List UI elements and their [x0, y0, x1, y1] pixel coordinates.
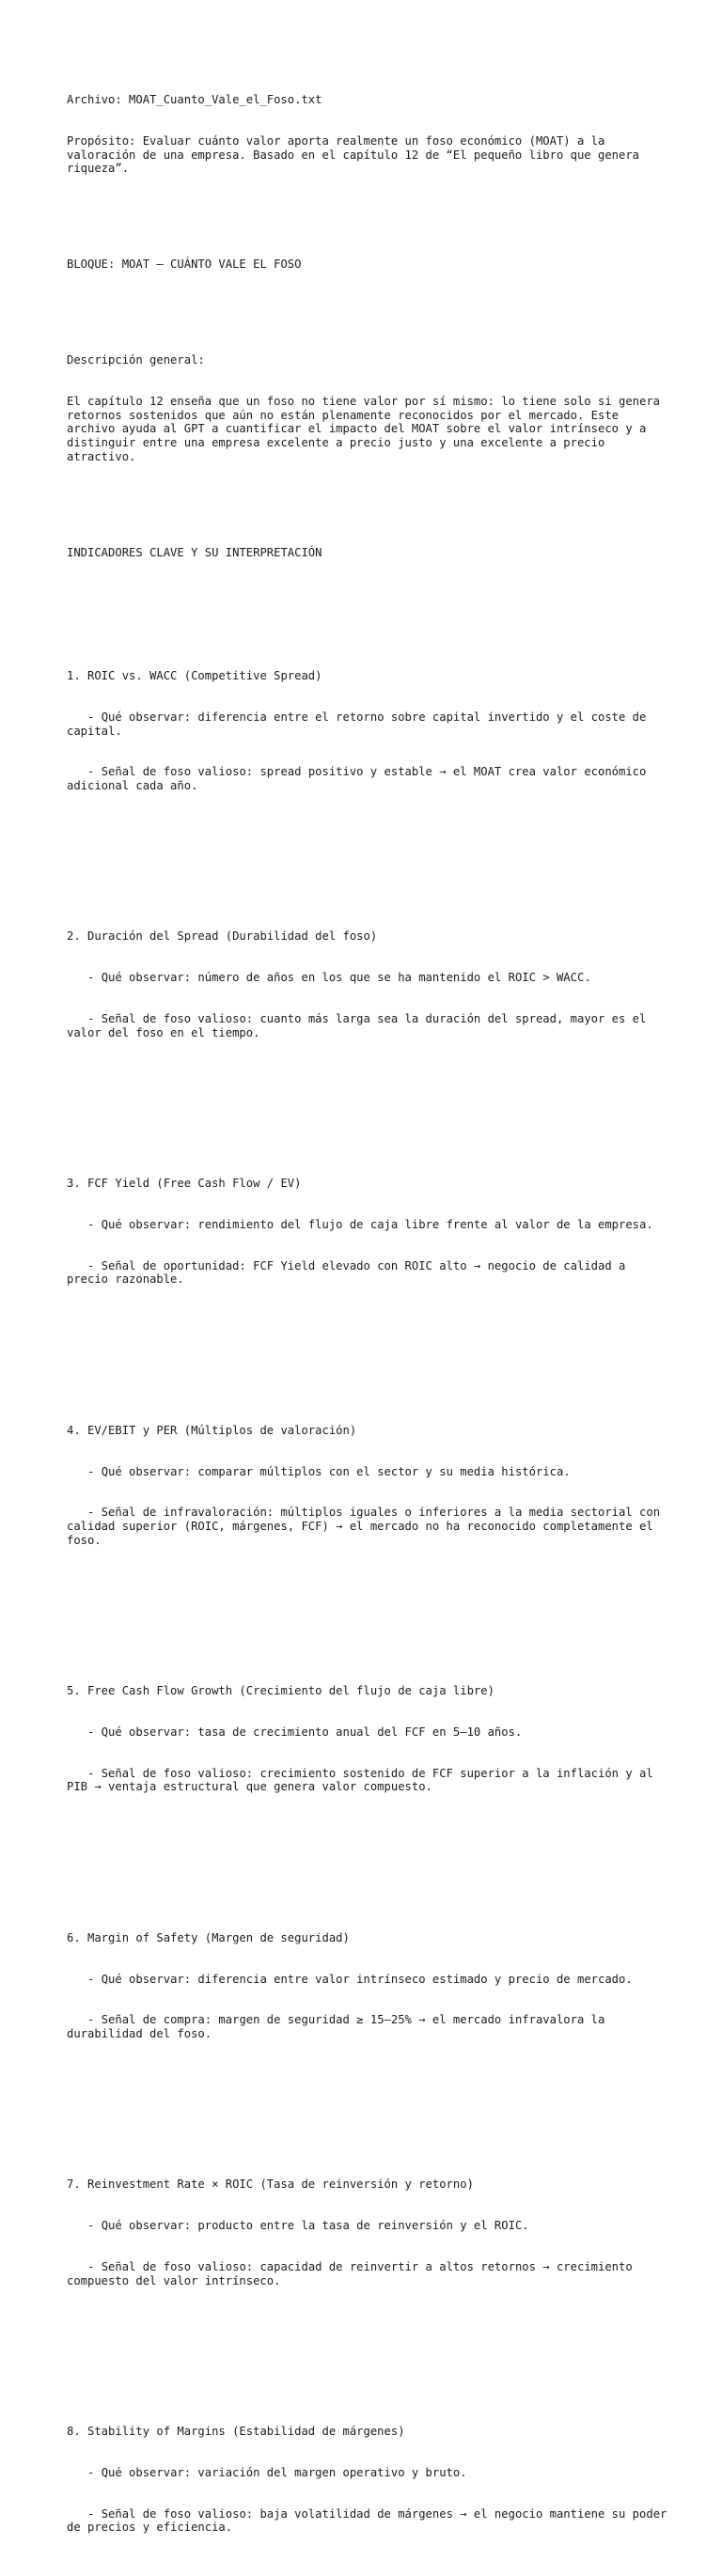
- block-title: BLOQUE: MOAT — CUÁNTO VALE EL FOSO: [67, 258, 302, 272]
- indicator-signal: - Señal de foso valioso: cuanto más larga sea la duración del spread, mayor es el valor del foso en el tiempo.: [67, 1011, 653, 1039]
- description-heading: Descripción general:: [67, 353, 205, 367]
- indicator-item: [67, 1657, 668, 1863]
- indicator-signal: - Señal de infravaloración: múltiplos iguales o inferiores a la media sectorial con calidad superior (ROIC, márgenes, FCF) → el mercado no ha reconocido completamente el foso.: [67, 1506, 667, 1547]
- indicator-signal: - Señal de compra: margen de seguridad ≥ 15–25% → el mercado infravalora la durabilidad del foso.: [67, 2013, 612, 2040]
- indicator-title: 6. Margin of Safety (Margen de seguridad): [67, 1930, 350, 1944]
- indicator-signal: - Señal de foso valioso: spread positivo y estable → el MOAT crea valor económico adicional cada año.: [67, 765, 653, 792]
- indicator-item: [67, 2150, 668, 2356]
- indicator-observe: - Qué observar: producto entre la tasa de reinversión y el ROIC.: [67, 2219, 529, 2233]
- file-name-line: Archivo: MOAT_Cuanto_Vale_el_Foso.txt: [67, 93, 322, 107]
- indicator-item: [67, 902, 668, 1108]
- indicator-item: [67, 642, 668, 862]
- indicator-item: [67, 1149, 668, 1355]
- spacer: [67, 1821, 668, 1835]
- indicator-observe: - Qué observar: diferencia entre valor intrínseco estimado y precio de mercado.: [67, 1972, 633, 1986]
- spacer: [67, 2069, 668, 2083]
- indicator-title: 4. EV/EBIT y PER (Múltiplos de valoración): [67, 1423, 357, 1437]
- indicator-signal: - Señal de foso valioso: baja volatilidad de márgenes → el negocio mantiene su poder de precios y eficiencia.: [67, 2506, 674, 2535]
- indicator-title: 8. Stability of Margins (Estabilidad de márgenes): [67, 2425, 405, 2439]
- indicator-signal: - Señal de foso valioso: crecimiento sostenido de FCF superior a la inflación y al PIB → ventaja estructural que genera valor compuesto.: [67, 1766, 661, 1794]
- spacer: [67, 820, 668, 835]
- indicator-observe: - Qué observar: diferencia entre el retorno sobre capital invertido y el coste de capital.: [67, 710, 653, 738]
- indicator-title: 1. ROIC vs. WACC (Competitive Spread): [67, 669, 322, 683]
- indicator-signal: - Señal de oportunidad: FCF Yield elevado con ROIC alto → negocio de calidad a precio razonable.: [67, 1258, 633, 1287]
- indicator-observe: - Qué observar: comparar múltiplos con el sector y su media histórica.: [67, 1464, 571, 1478]
- indicator-observe: - Qué observar: rendimiento del flujo de caja libre frente al valor de la empresa.: [67, 1217, 653, 1231]
- spacer: [67, 1067, 668, 1081]
- indicators-heading: INDICADORES CLAVE Y SU INTERPRETACIÓN: [67, 545, 322, 559]
- indicator-observe: - Qué observar: tasa de crecimiento anual del FCF en 5–10 años.: [67, 1725, 523, 1739]
- indicator-title: 3. FCF Yield (Free Cash Flow / EV): [67, 1177, 302, 1191]
- spacer: [67, 203, 668, 217]
- indicator-title: 7. Reinvestment Rate × ROIC (Tasa de reinversión y retorno): [67, 2178, 474, 2192]
- spacer: [67, 2315, 668, 2329]
- spacer: [67, 1314, 668, 1328]
- description-text: El capítulo 12 enseña que un foso no tiene valor por sí mismo: lo tiene solo si genera retornos sostenidos que aún no están plenamente reconocidos por el mercado. Este archivo ayuda al GPT a cuantificar el impacto del MOAT sobre el valor intrínseco y a distinguir entre una empresa excelente a precio justo y una excelente a precio atractivo.: [67, 395, 667, 463]
- document-page: [67, 66, 674, 2576]
- indicator-observe: - Qué observar: número de años en los que se ha mantenido el ROIC > WACC.: [67, 971, 591, 985]
- spacer: [67, 587, 668, 601]
- indicator-item: [67, 1904, 668, 2110]
- spacer: [67, 1574, 668, 1588]
- indicator-item: [67, 1397, 668, 1616]
- indicator-title: 2. Duración del Spread (Durabilidad del foso): [67, 929, 378, 944]
- spacer: [67, 491, 668, 505]
- spacer: [67, 299, 668, 313]
- purpose-line: Propósito: Evaluar cuánto valor aporta realmente un foso económico (MOAT) a la valoración de una empresa. Basado en el capítulo 12 de “El pequeño libro que genera riqueza”.: [67, 133, 647, 176]
- indicator-item: [67, 2397, 674, 2562]
- indicator-signal: - Señal de foso valioso: capacidad de reinvertir a altos retornos → crecimiento compuesto del valor intrínseco.: [67, 2260, 640, 2287]
- indicator-title: 5. Free Cash Flow Growth (Crecimiento del flujo de caja libre): [67, 1684, 494, 1698]
- indicator-observe: - Qué observar: variación del margen operativo y bruto.: [67, 2465, 467, 2479]
